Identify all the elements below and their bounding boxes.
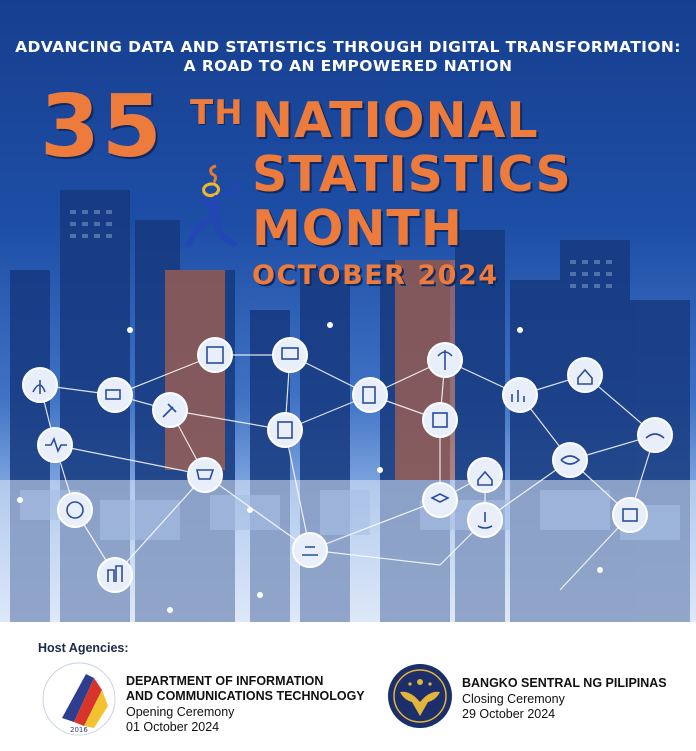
tagline-line-2: A ROAD TO AN EMPOWERED NATION: [183, 57, 513, 75]
agency1-name-line-2: AND COMMUNICATIONS TECHNOLOGY: [126, 689, 365, 703]
agency2-name: BANGKO SENTRAL NG PILIPINAS: [462, 676, 667, 690]
buildings-icon: [98, 558, 132, 592]
server-icon: [423, 403, 457, 437]
globe-icon: [58, 493, 92, 527]
agency2-ceremony: Closing Ceremony: [462, 692, 565, 706]
agency1-date: 01 October 2024: [126, 720, 220, 734]
report-icon: [268, 413, 302, 447]
document-pen-icon: [353, 378, 387, 412]
statistics-mascot-icon: [182, 160, 244, 250]
tagline-line-1: ADVANCING DATA AND STATISTICS THROUGH DIGITAL TRANSFORMATION:: [15, 38, 681, 56]
bsp-seal-icon: [386, 662, 454, 730]
event-date: OCTOBER 2024: [252, 260, 499, 291]
id-card-icon: [613, 498, 647, 532]
fish-icon: [553, 443, 587, 477]
family-home-icon: [468, 458, 502, 492]
meeting-icon: [293, 533, 327, 567]
agency1-ceremony: Opening Ceremony: [126, 705, 235, 719]
host-agencies-label: Host Agencies:: [38, 641, 129, 655]
dict-logo-year: 2016: [70, 726, 88, 734]
presentation-icon: [273, 338, 307, 372]
analytics-icon: [503, 378, 537, 412]
home-heart-icon: [568, 358, 602, 392]
title-line-national: NATIONAL: [252, 92, 539, 149]
truck-icon: [98, 378, 132, 412]
title-line-month: MONTH: [252, 200, 463, 257]
digital-network: [0, 300, 696, 630]
dict-logo: [40, 660, 118, 738]
edition-number: 35: [40, 77, 164, 177]
ai-chip-icon: [198, 338, 232, 372]
edition-suffix: TH: [190, 93, 244, 133]
agency2-date: 29 October 2024: [462, 707, 556, 721]
title-line-statistics: STATISTICS: [252, 146, 572, 203]
shopping-cart-icon: [188, 458, 222, 492]
handshake-icon: [638, 418, 672, 452]
agency1-name-line-1: DEPARTMENT OF INFORMATION: [126, 674, 324, 688]
graduation-cap-icon: [423, 483, 457, 517]
